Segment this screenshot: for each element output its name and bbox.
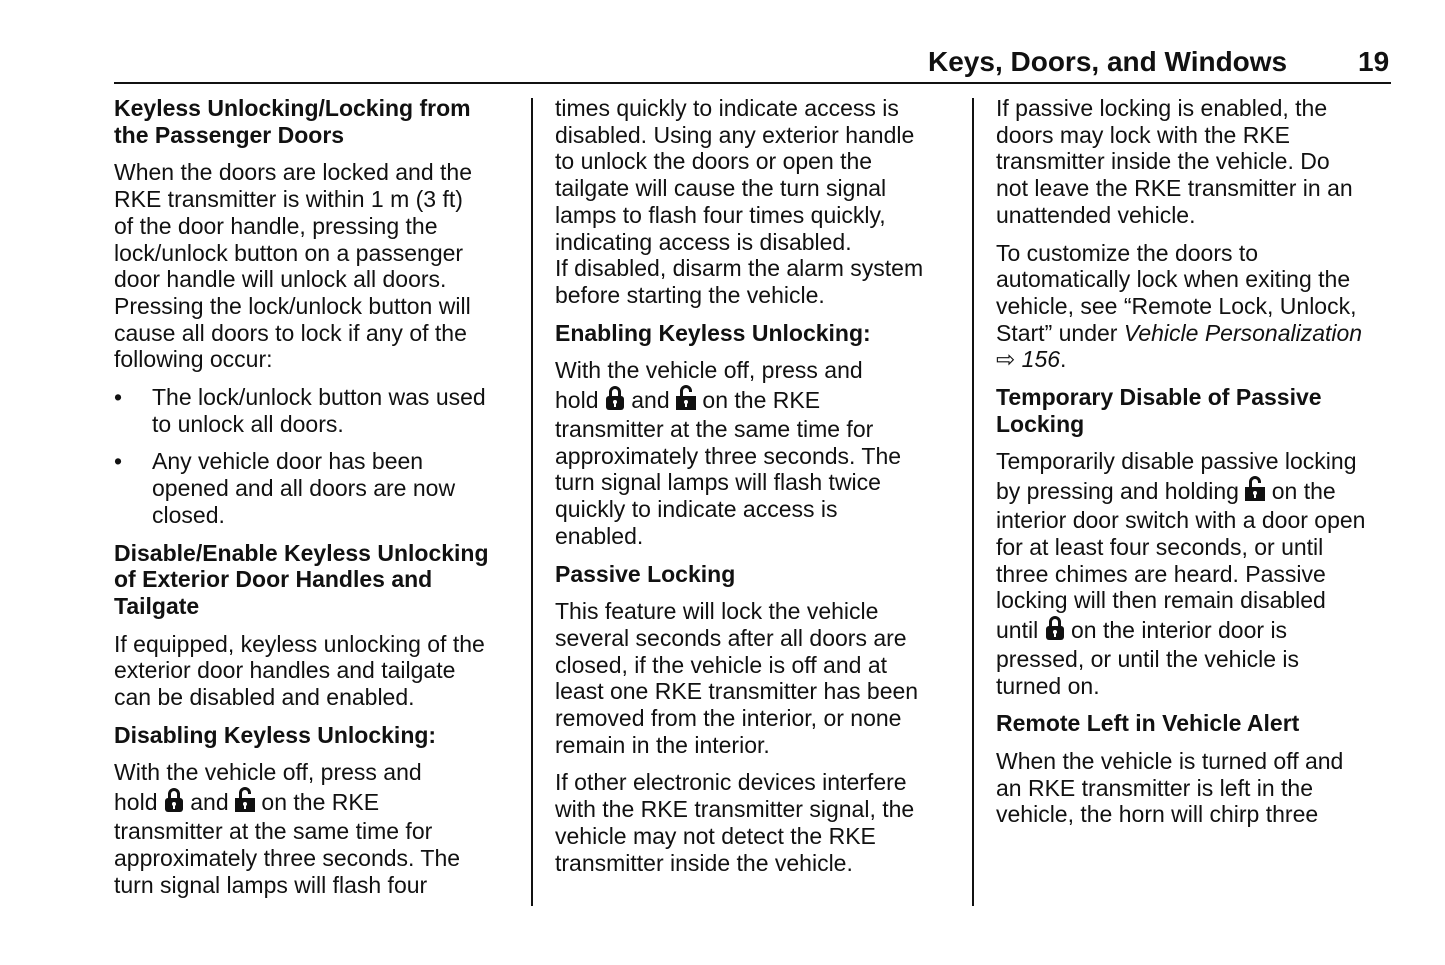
paragraph: If equipped, keyless unlocking of the exterior door handles and tailgate can be disabled and enabled. [114, 630, 485, 711]
heading: Enabling Keyless Unlocking: [555, 319, 871, 346]
unlock-icon [676, 385, 696, 411]
text: With the vehicle off, press and [114, 759, 422, 786]
paragraph: When the doors are locked and the RKE transmitter is within 1 m (3 ft) of the door handle, pressing the lock/unlock button on a passenger door handle will unlock all doors. Pressing the lock/unlock button will cause all doors to lock if any of the following occur: [114, 159, 473, 373]
paragraph [996, 240, 1396, 374]
lock-icon [1045, 615, 1065, 641]
text: on the interior door is [1070, 616, 1288, 643]
section-title: Keys, Doors, and Windows [928, 46, 1288, 77]
cross-reference[interactable]: Vehicle Personalization [1123, 319, 1363, 346]
text: transmitter at the same time for approximately three seconds. The turn signal lamps will flash four [114, 818, 461, 898]
bullet: • [114, 448, 123, 475]
paragraph: This feature will lock the vehicle several seconds after all doors are closed, if the vehicle is off and at least one RKE transmitter has been removed from the interior, or none remain in the interior. [555, 598, 919, 758]
heading: Disable/Enable Keyless Unlocking of Exterior Door Handles and Tailgate [114, 539, 489, 619]
heading: Passive Locking [555, 560, 736, 587]
column-divider [972, 98, 974, 906]
list-item [114, 384, 519, 437]
page-reference[interactable]: 156 [1021, 346, 1061, 373]
paragraph: times quickly to indicate access is disabled. Using any exterior handle to unlock the doors or open the tailgate will cause the turn signal lamps to flash four times quickly, indicating access is disabled. If disabled, disarm the alarm system before starting the vehicle. [555, 95, 924, 308]
arrow-icon: ⇨ [996, 346, 1016, 373]
list-item [114, 448, 519, 528]
unlock-icon [235, 787, 255, 813]
text: hold [114, 789, 158, 816]
paragraph: If passive locking is enabled, the doors may lock with the RKE transmitter inside the vehicle. Do not leave the RKE transmitter in an unattended vehicle. [996, 95, 1353, 228]
text: by pressing and holding [996, 478, 1239, 505]
heading: Keyless Unlocking/Locking from the Passenger Doors [114, 95, 471, 148]
text: With the vehicle off, press and [555, 357, 863, 384]
column-1 [114, 95, 519, 909]
paragraph: If other electronic devices interfere with the RKE transmitter signal, the vehicle may not detect the RKE transmitter inside the vehicle. [555, 769, 915, 876]
page-number: 19 [1358, 46, 1390, 77]
paragraph: When the vehicle is turned off and an RKE transmitter is left in the vehicle, the horn will chirp three [996, 748, 1344, 828]
text: and [631, 387, 670, 414]
text: Temporarily disable passive locking [996, 448, 1357, 475]
unlock-icon [1245, 476, 1265, 502]
text: transmitter at the same time for approximately three seconds. The turn signal lamps will flash twice quickly to indicate access is enabled. [555, 416, 902, 549]
paragraph [555, 357, 960, 549]
bullet-text: Any vehicle door has been opened and all doors are now closed. [152, 448, 456, 528]
header-rule [114, 82, 1391, 84]
text: until [996, 616, 1039, 643]
column-2 [555, 95, 960, 887]
text: . [1060, 346, 1067, 373]
lock-icon [164, 787, 184, 813]
column-divider [531, 98, 533, 906]
bullet: • [114, 384, 123, 411]
text: pressed, or until the vehicle is turned on. [996, 645, 1299, 699]
text: To customize the doors to automatically lock when exiting the vehicle, see “Remote Lock, Unlock, Start” under [996, 239, 1357, 346]
bullet-text: The lock/unlock button was used to unlock all doors. [152, 384, 486, 437]
heading: Disabling Keyless Unlocking: [114, 721, 437, 748]
paragraph [996, 448, 1396, 699]
text: on the [1271, 478, 1336, 505]
column-3 [996, 95, 1396, 839]
text: on the RKE [702, 387, 821, 414]
paragraph [114, 759, 519, 898]
text: and [190, 789, 229, 816]
text: interior door switch with a door open for at least four seconds, or until three chimes are heard. Passive locking will then remain disabled [996, 507, 1366, 614]
lock-icon [605, 385, 625, 411]
heading: Remote Left in Vehicle Alert [996, 710, 1300, 737]
heading: Temporary Disable of Passive Locking [996, 384, 1322, 437]
text: hold [555, 387, 599, 414]
text: on the RKE [261, 789, 380, 816]
